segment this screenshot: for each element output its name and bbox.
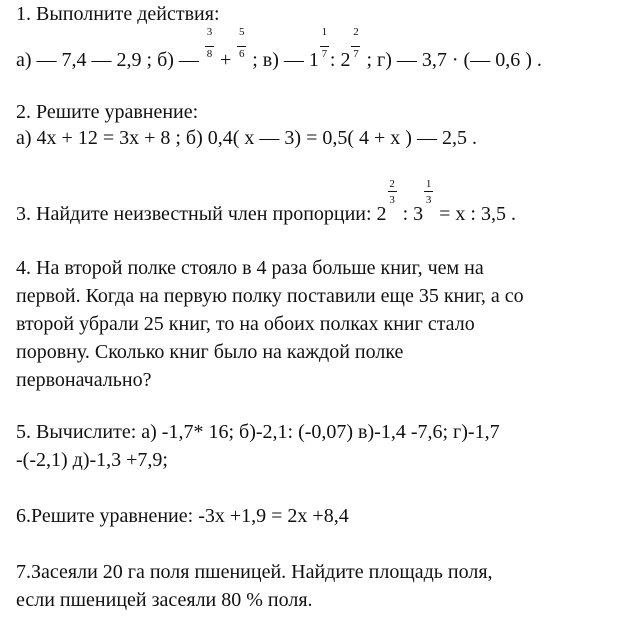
task2-equations: а) 4x + 12 = 3x + 8 ; б) 0,4( x — 3) = 0,5( 4 + x ) — 2,5 . [16,127,477,149]
fraction-denominator: 3 [389,194,395,206]
fraction-numerator: 1 [425,178,432,190]
task1-fraction-5-6 [236,26,247,66]
task1-part-v: ; в) — 1 [252,49,319,71]
fraction-numerator: 2 [353,26,359,38]
task7-line: если пшеницей засеяли 80 % поля. [16,589,313,611]
task4-line: второй убрали 25 книг, то на обоих полках книг стало [16,313,475,335]
task1-colon: : 2 [329,49,351,71]
task5-line: 5. Вычислите: а) -1,7* 16; б)-2,1: (-0,07) в)-1,4 -7,6; г)-1,7 [16,421,500,443]
task1-fraction-3-8 [204,26,215,66]
task4-line: первой. Когда на первую полку поставили еще 35 книг, а со [16,285,524,307]
task3-end: = x : 3,5 . [439,203,516,225]
fraction-numerator: 2 [389,178,395,190]
fraction-bar [237,46,246,47]
task1-expression [16,26,542,72]
fraction-denominator: 6 [238,48,245,60]
task1-fraction-1-7 [319,26,330,66]
fraction-bar [320,46,329,47]
fraction-numerator: 5 [238,26,245,38]
task3-fraction-1-3 [423,178,434,220]
task1-title: 1. Выполните действия: [16,3,220,25]
task1-part-a: а) — 7,4 — 2,9 ; б) — [16,49,199,71]
task3-fraction-2-3 [387,178,398,220]
task4-line: первоначально? [16,369,152,391]
fraction-bar [388,191,397,192]
fraction-bar [424,191,433,192]
fraction-numerator: 1 [321,26,328,38]
fraction-denominator: 7 [353,48,359,60]
task3-text: 3. Найдите неизвестный член пропорции: 2 [16,203,387,225]
fraction-bar [205,46,214,47]
task1-plus: + [219,49,232,71]
task7-line: 7.Засеяли 20 га поля пшеницей. Найдите площадь поля, [16,561,493,583]
task3-mid: : 3 [402,203,424,225]
fraction-bar [351,46,360,47]
fraction-denominator: 8 [206,48,213,60]
fraction-denominator: 7 [321,48,328,60]
task5-line: -(-2,1) д)-1,3 +7,9; [16,449,168,471]
task3-proportion [16,178,516,226]
task2-title: 2. Решите уравнение: [16,101,199,123]
task1-fraction-2-7 [350,26,361,66]
fraction-numerator: 3 [206,26,213,38]
task1-part-g: ; г) — 3,7 · (— 0,6 ) . [366,49,542,71]
task4-line: поровну. Сколько книг было на каждой полке [16,341,404,363]
task6-equation: 6.Решите уравнение: -3x +1,9 = 2x +8,4 [16,505,349,527]
task4-line: 4. На второй полке стояло в 4 раза больше книг, чем на [16,257,484,279]
fraction-denominator: 3 [425,194,432,206]
